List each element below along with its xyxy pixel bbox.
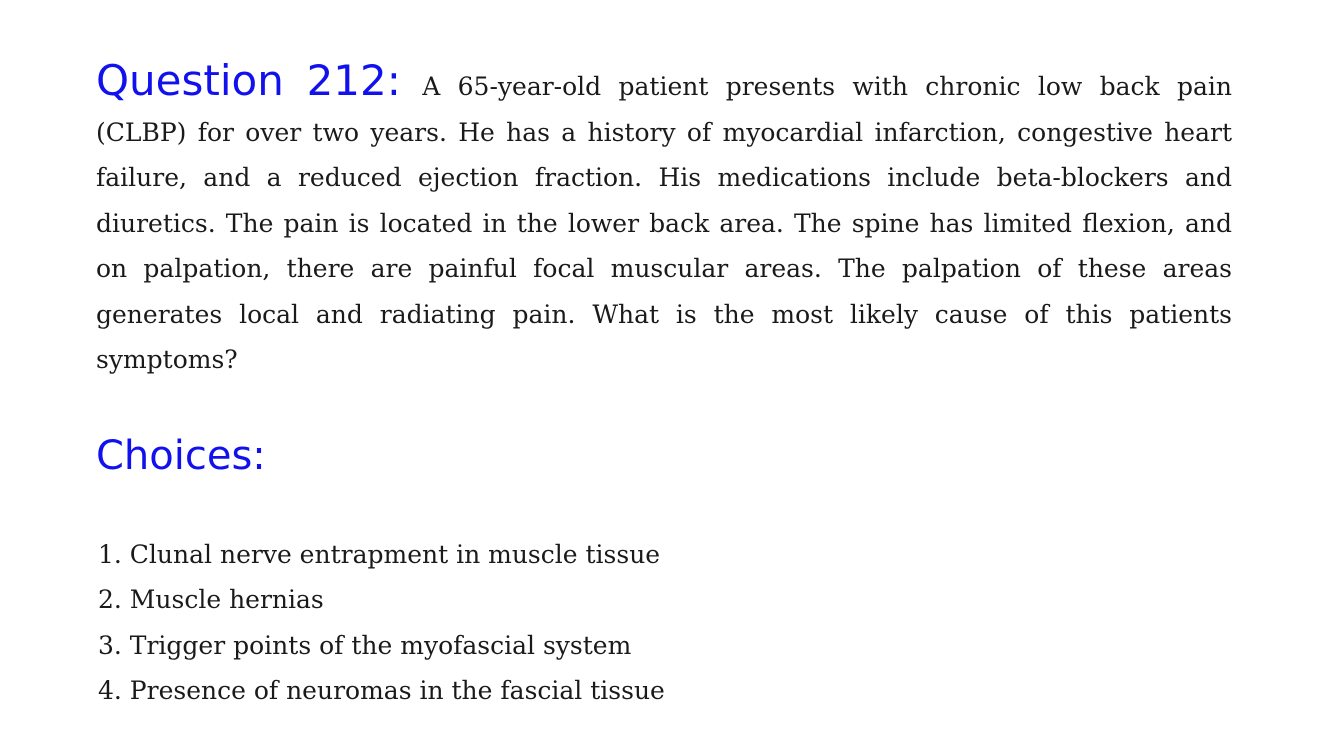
choice-item: 1. Clunal nerve entrapment in muscle tissue xyxy=(98,540,661,569)
choices-heading: Choices: xyxy=(96,433,266,479)
document-page xyxy=(96,56,1232,705)
question-text: A 65-year-old patient presents with chronic low back pain (CLBP) for over two years. He has a history of myocardial infarction, congestive heart failure, and a reduced ejection fraction. His medications include beta-blockers and diuretics. The pain is located in the lower back area. The spine has limited flexion, and on palpation, there are painful focal muscular areas. The palpation of these areas generates local and radiating pain. What is the most likely cause of this patients symptoms? xyxy=(96,72,1232,374)
question-label: Question 212: xyxy=(96,56,401,105)
choice-item: 2. Muscle hernias xyxy=(98,585,324,615)
choice-item: 4. Presence of neuromas in the fascial tissue xyxy=(98,675,665,705)
question-paragraph xyxy=(96,58,1232,383)
choice-item: 3. Trigger points of the myofascial system xyxy=(98,630,632,660)
choice-list xyxy=(98,532,665,713)
